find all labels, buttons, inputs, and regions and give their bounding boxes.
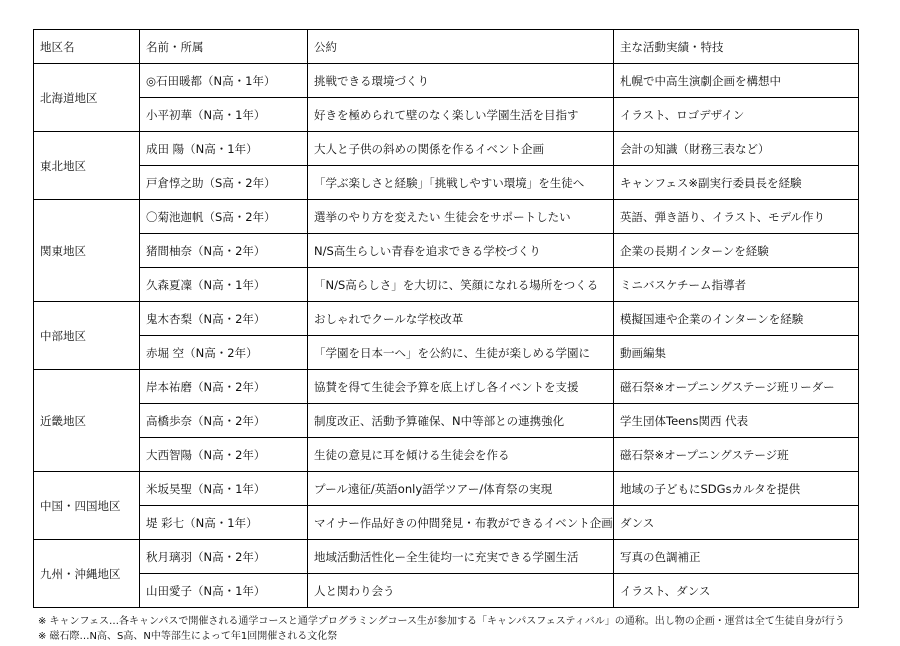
member-name: 赤堀 空（N高・2年） (140, 336, 308, 370)
footnote: ※ 磁石際…N高、S高、N中等部生によって年1回開催される文化祭 (38, 631, 338, 642)
achievement: 学生団体Teens関西 代表 (614, 404, 859, 438)
member-name: ◎石田暖都（N高・1年） (140, 64, 308, 98)
table-row (34, 506, 859, 540)
pledge: 選挙のやり方を変えたい 生徒会をサポートしたい (308, 200, 614, 234)
pledge: マイナー作品好きの仲間発見・布教ができるイベント企画 (308, 506, 614, 540)
member-name: 〇菊池迦帆（S高・2年） (140, 200, 308, 234)
region-name: 北海道地区 (34, 64, 140, 132)
achievement: 動画編集 (614, 336, 859, 370)
pledge: プール遠征/英語only語学ツアー/体育祭の実現 (308, 472, 614, 506)
member-name: 秋月璃羽（N高・2年） (140, 540, 308, 574)
pledge: 「学園を日本一へ」を公約に、生徒が楽しめる学園に (308, 336, 614, 370)
pledge: 「N/S高らしさ」を大切に、笑顔になれる場所をつくる (308, 268, 614, 302)
achievement: キャンフェス※副実行委員長を経験 (614, 166, 859, 200)
region-name: 九州・沖縄地区 (34, 540, 140, 608)
table-row (34, 64, 859, 98)
achievement: ミニバスケチーム指導者 (614, 268, 859, 302)
member-name: 戸倉惇之助（S高・2年） (140, 166, 308, 200)
member-name: 大西智陽（N高・2年） (140, 438, 308, 472)
footnotes (38, 614, 845, 644)
footnote: ※ キャンフェス…各キャンパスで開催される通学コースと通学プログラミングコース生が参加する「キャンパスフェスティバル」の通称。出し物の企画・運営は全て生徒自身が行う (38, 616, 845, 627)
achievement: ダンス (614, 506, 859, 540)
member-name: 久森夏凜（N高・1年） (140, 268, 308, 302)
table-row (34, 302, 859, 336)
achievement: 模擬国連や企業のインターンを経験 (614, 302, 859, 336)
member-name: 米坂昊聖（N高・1年） (140, 472, 308, 506)
table-row (34, 540, 859, 574)
achievement: イラスト、ダンス (614, 574, 859, 608)
achievement: 英語、弾き語り、イラスト、モデル作り (614, 200, 859, 234)
table-row (34, 574, 859, 608)
pledge: おしゃれでクールな学校改革 (308, 302, 614, 336)
achievement: イラスト、ロゴデザイン (614, 98, 859, 132)
header-region: 地区名 (34, 30, 140, 64)
table-row (34, 472, 859, 506)
table-row (34, 98, 859, 132)
header-pledge: 公約 (308, 30, 614, 64)
pledge: 大人と子供の斜めの関係を作るイベント企画 (308, 132, 614, 166)
table-row (34, 132, 859, 166)
pledge: 地域活動活性化ー全生徒均一に充実できる学園生活 (308, 540, 614, 574)
pledge: 生徒の意見に耳を傾ける生徒会を作る (308, 438, 614, 472)
member-name: 猪間柚奈（N高・2年） (140, 234, 308, 268)
pledge: 挑戦できる環境づくり (308, 64, 614, 98)
table-row (34, 438, 859, 472)
region-name: 近畿地区 (34, 370, 140, 472)
table-row (34, 234, 859, 268)
region-name: 関東地区 (34, 200, 140, 302)
member-name: 小平初華（N高・1年） (140, 98, 308, 132)
achievement: 会計の知識（財務三表など） (614, 132, 859, 166)
table-row (34, 336, 859, 370)
pledge: N/S高生らしい青春を追求できる学校づくり (308, 234, 614, 268)
region-name: 中国・四国地区 (34, 472, 140, 540)
council-candidates-table (33, 29, 859, 608)
region-name: 東北地区 (34, 132, 140, 200)
achievement: 磁石祭※オープニングステージ班 (614, 438, 859, 472)
header-row (34, 30, 859, 64)
header-achievement: 主な活動実績・特技 (614, 30, 859, 64)
table-row (34, 200, 859, 234)
pledge: 協賛を得て生徒会予算を底上げし各イベントを支援 (308, 370, 614, 404)
member-name: 山田愛子（N高・1年） (140, 574, 308, 608)
member-name: 岸本祐磨（N高・2年） (140, 370, 308, 404)
pledge: 人と関わり会う (308, 574, 614, 608)
member-name: 高橋歩奈（N高・2年） (140, 404, 308, 438)
table-row (34, 404, 859, 438)
achievement: 企業の長期インターンを経験 (614, 234, 859, 268)
pledge: 制度改正、活動予算確保、N中等部との連携強化 (308, 404, 614, 438)
member-name: 堤 彩七（N高・1年） (140, 506, 308, 540)
member-name: 成田 陽（N高・1年） (140, 132, 308, 166)
achievement: 磁石祭※オープニングステージ班リーダー (614, 370, 859, 404)
pledge: 「学ぶ楽しさと経験」「挑戦しやすい環境」を生徒へ (308, 166, 614, 200)
table-row (34, 166, 859, 200)
table-row (34, 370, 859, 404)
achievement: 写真の色調補正 (614, 540, 859, 574)
header-member: 名前・所属 (140, 30, 308, 64)
table-row (34, 268, 859, 302)
achievement: 地域の子どもにSDGsカルタを提供 (614, 472, 859, 506)
region-name: 中部地区 (34, 302, 140, 370)
member-name: 鬼木杏梨（N高・2年） (140, 302, 308, 336)
pledge: 好きを極められて壁のなく楽しい学園生活を目指す (308, 98, 614, 132)
achievement: 札幌で中高生演劇企画を構想中 (614, 64, 859, 98)
